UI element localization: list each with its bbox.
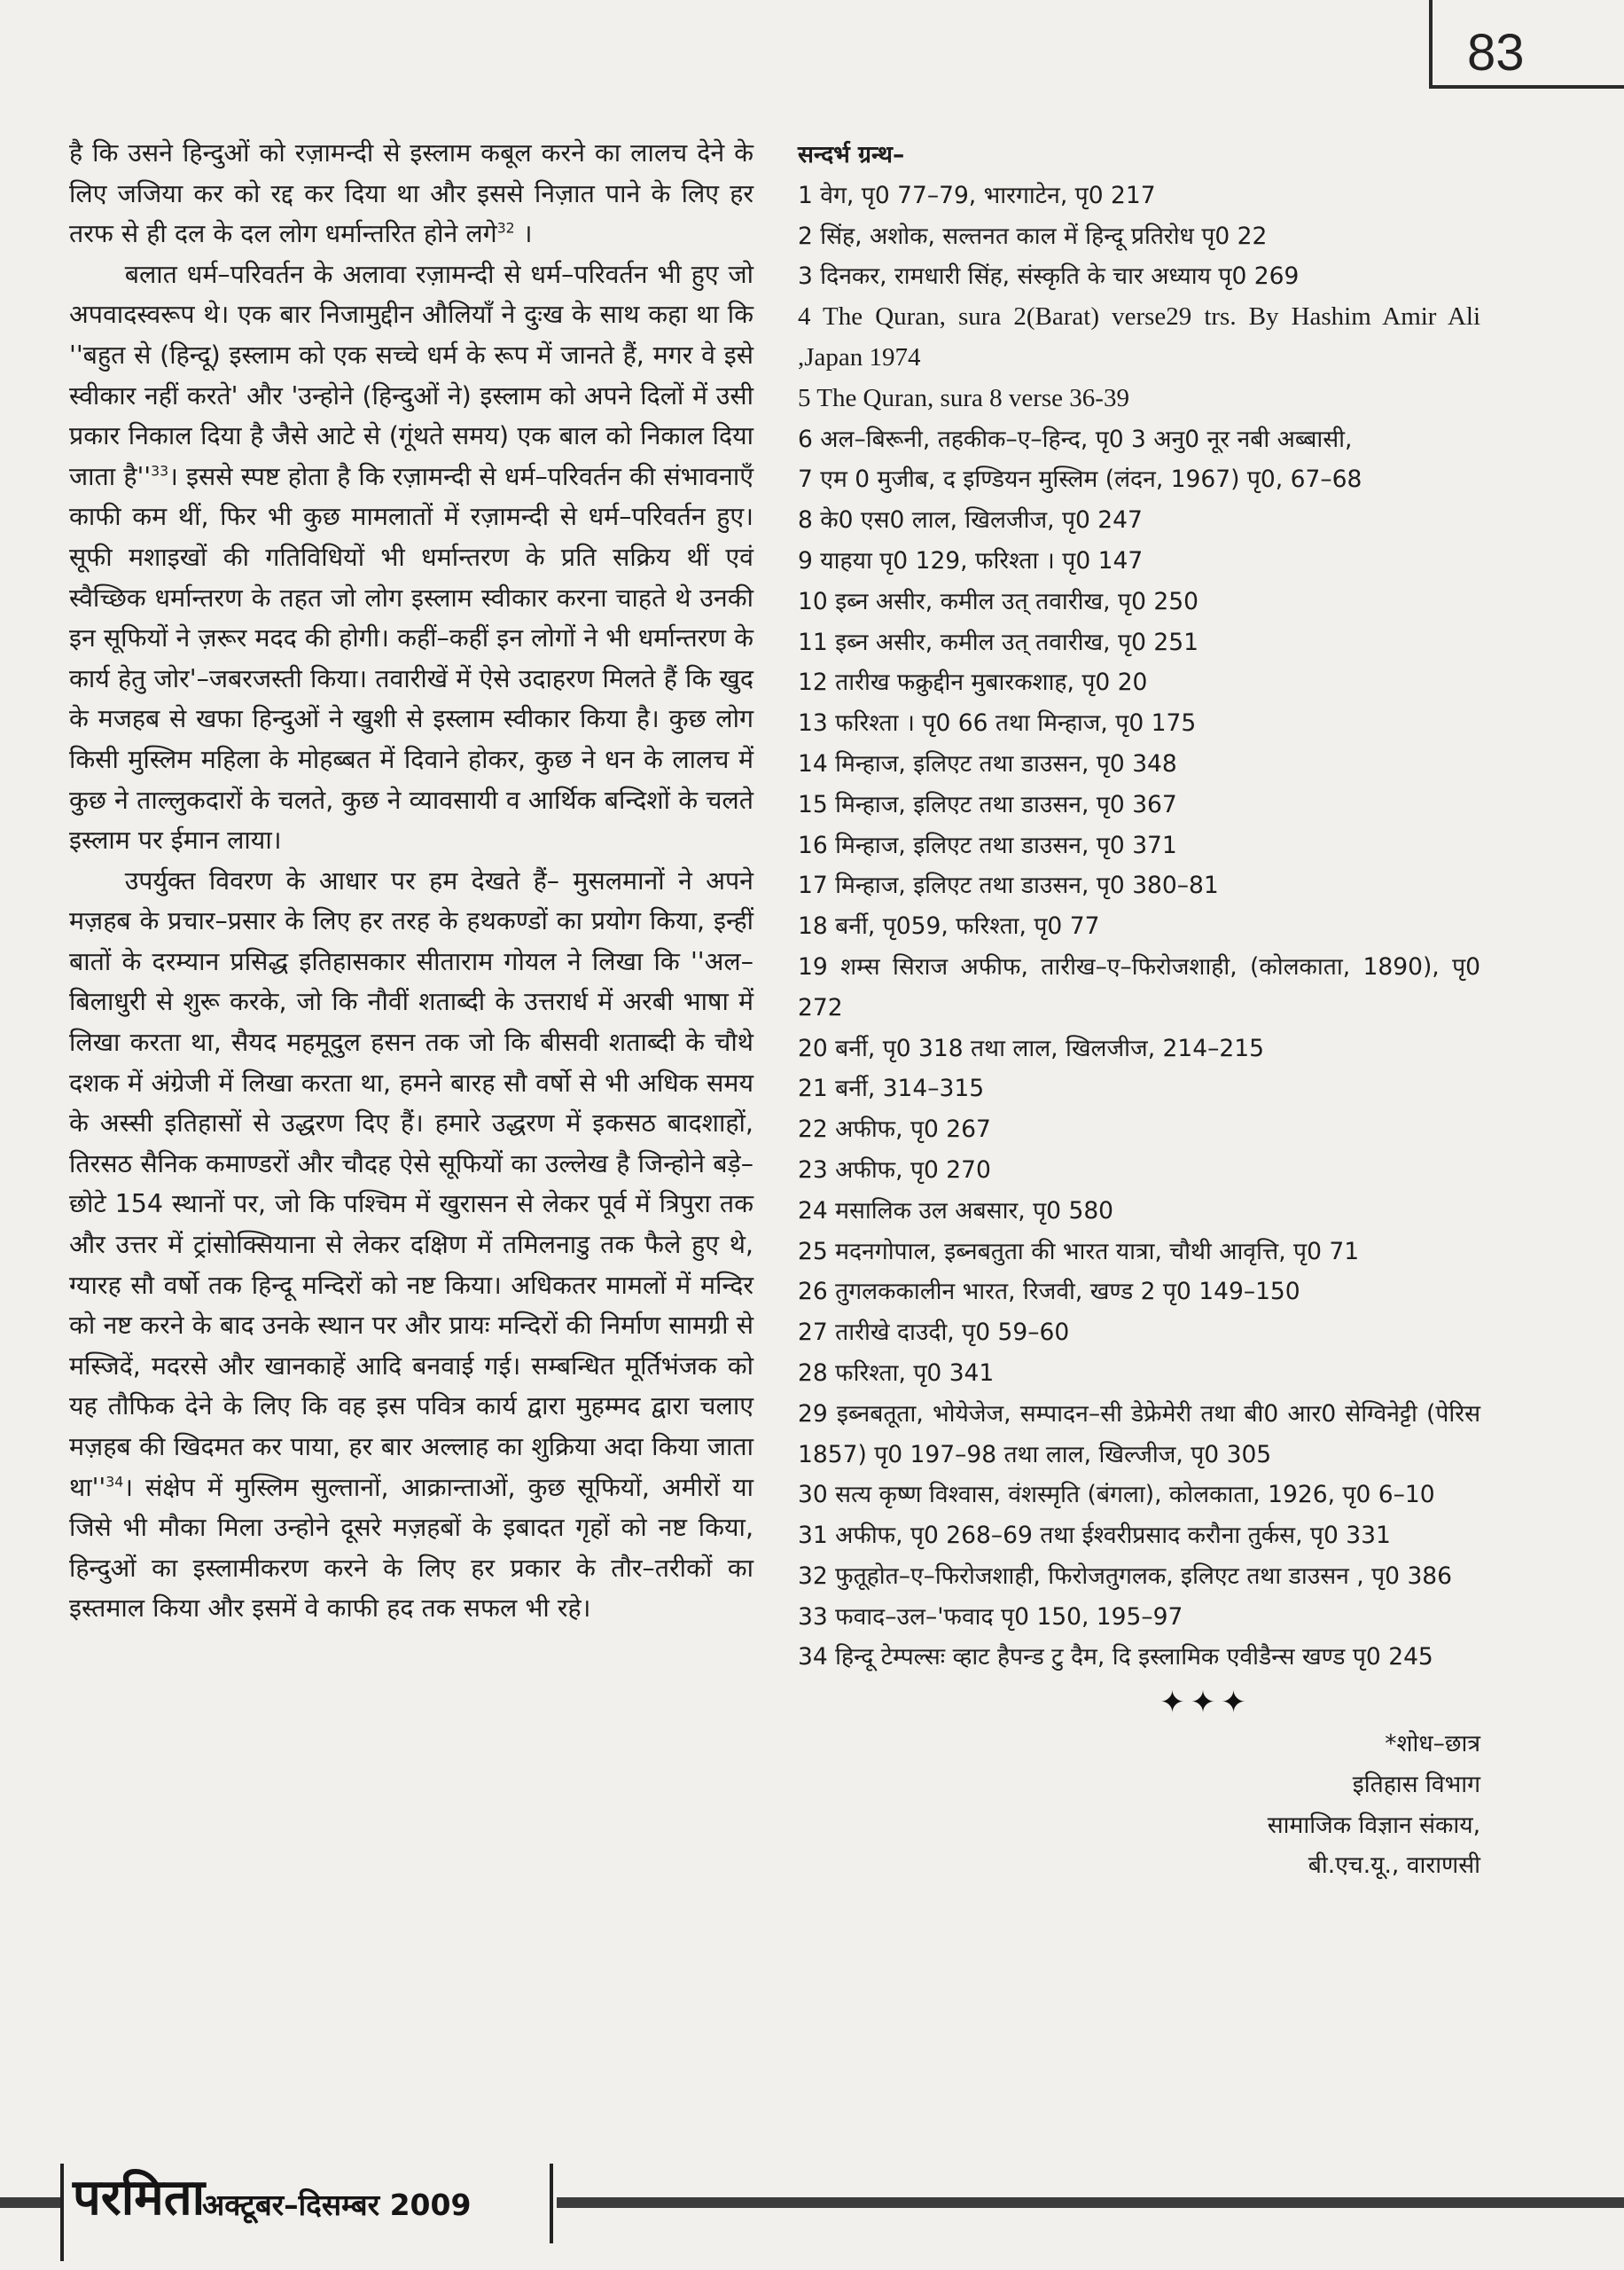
reference-item: 3 दिनकर, रामधारी सिंह, संस्कृति के चार अध्याय पृ0 269 — [798, 262, 1300, 291]
reference-item: 21 बर्नी, 314–315 — [798, 1075, 985, 1103]
footnote-mark: 33 — [151, 462, 169, 480]
footer-right-bar — [550, 2164, 553, 2243]
reference-item: 2 सिंह, अशोक, सल्तनत काल में हिन्दू प्रतिरोध पृ0 22 — [798, 222, 1268, 250]
reference-item: 25 मदनगोपाल, इब्नबतुता की भारत यात्रा, चौथी आवृत्ति, पृ0 71 — [798, 1237, 1360, 1265]
reference-item: 8 के0 एस0 लाल, खिलजीज, पृ0 247 — [798, 506, 1143, 535]
reference-item: 12 तारीख फक्रुद्दीन मुबारकशाह, पृ0 20 — [798, 669, 1148, 697]
reference-item: 15 मिन्हाज, इलिएट तथा डाउसन, पृ0 367 — [798, 790, 1177, 818]
author-faculty: सामाजिक विज्ञान संकाय, — [1267, 1811, 1480, 1839]
reference-item: 28 फरिश्ता, पृ0 341 — [798, 1358, 995, 1387]
reference-item: 20 बर्नी, पृ0 318 तथा लाल, खिलजीज, 214–215 — [798, 1034, 1264, 1062]
reference-item: 11 इब्न असीर, कमील उत् तवारीख, पृ0 251 — [798, 628, 1198, 656]
footnote-mark: 34 — [105, 1473, 124, 1491]
reference-item: 34 हिन्दू टेम्पल्सः व्हाट हैपन्ड टु दैम, दि इस्लामिक एवीडैन्स खण्ड पृ0 245 — [798, 1643, 1433, 1671]
journal-name: परमिता — [73, 2169, 206, 2227]
reference-item: 4 The Quran, sura 2(Barat) verse29 trs. By Hashim Amir Ali ,Japan 1974 — [798, 302, 1480, 372]
reference-item: 16 मिन्हाज, इलिएट तथा डाउसन, पृ0 371 — [798, 831, 1177, 859]
reference-item: 33 फवाद–उल–'फवाद पृ0 150, 195–97 — [798, 1602, 1183, 1631]
reference-item: 10 इब्न असीर, कमील उत् तवारीख, पृ0 250 — [798, 587, 1198, 615]
reference-item: 17 मिन्हाज, इलिएट तथा डाउसन, पृ0 380–81 — [798, 872, 1219, 900]
reference-item: 29 इब्नबतूता, भोयेजेज, सम्पादन–सी डेफ्रेमेरी तथा बी0 आर0 सेग्विनेट्टी (पेरिस 1857) पृ0 197–98 तथा लाल, खिल्जीज, पृ0 305 — [798, 1399, 1480, 1468]
references-column — [798, 135, 1480, 1886]
reference-item: 31 अफीफ, पृ0 268–69 तथा ईश्वरीप्रसाद करौना तुर्कस, पृ0 331 — [798, 1522, 1391, 1550]
reference-item: 6 अल–बिरूनी, तहकीक–ए–हिन्द, पृ0 3 अनु0 नूर नबी अब्बासी, — [798, 425, 1353, 453]
paragraph-2: बलात धर्म–परिवर्तन के अलावा रज़ामन्दी से धर्म–परिवर्तन भी हुए जो अपवादस्वरूप थे। एक बार निजामुद्दीन औलियाँ ने दुःख के साथ कहा था कि ''बहुत से (हिन्दू) इस्लाम को एक सच्चे धर्म के रूप में जानते हैं, मगर वे इसे स्वीकार नहीं करते' और 'उन्होने (हिन्दुओं ने) इस्लाम को अपने दिलों में उसी प्रकार निकाल दिया है जैसे आटे से (गूंथते समय) एक बाल को निकाल दिया जाता $है''^{33}।$ इससे स्पष्ट होता है कि रज़ामन्दी से धर्म–परिवर्तन की संभावनाएँ काफी कम थीं, फिर भी कुछ मामलातों में रज़ामन्दी से धर्म–परिवर्तन हुए। सूफी मशाइखों की गतिविधियों भी धर्मान्तरण के प्रति सक्रिय थीं एवं स्वैच्छिक धर्मान्तरण के तहत जो लोग इस्लाम स्वीकार करना चाहते थे उनकी इन सूफियों ने ज़रूर मदद की होगी। कहीं–कहीं इन लोगों ने भी धर्मान्तरण के कार्य हेतु जोर'–जबरजस्ती किया। तवारीखें में ऐसे उदाहरण मिलते हैं कि खुद के मजहब से खफा हिन्दुओं ने खुशी से इस्लाम स्वीकार किया है। कुछ लोग किसी मुस्लिम महिला के मोहब्बत में दिवाने होकर, कुछ ने धन के लालच में कुछ ने ताल्लुकदारों के चलते, कुछ ने व्यावसायी व आर्थिक बन्दिशों के चलते इस्लाम पर ईमान लाया। — [69, 259, 753, 856]
page-number-underline — [1429, 85, 1624, 89]
page-number: 83 — [1467, 24, 1525, 82]
reference-item: 13 फरिश्ता । पृ0 66 तथा मिन्हाज, पृ0 175 — [798, 709, 1197, 738]
reference-item: 5 The Quran, sura 8 verse 36-39 — [798, 383, 1129, 412]
references-list — [798, 176, 1480, 1678]
journal-issue: अक्टूबर–दिसम्बर 2009 — [202, 2188, 472, 2222]
reference-item: 1 वेग, पृ0 77–79, भारगाटेन, पृ0 217 — [798, 181, 1156, 209]
article-body-column — [69, 133, 753, 1629]
paragraph-3: उपर्युक्त विवरण के आधार पर हम देखते हैं– मुसलमानों ने अपने मज़हब के प्रचार–प्रसार के लिए हर तरह के हथकण्डों का प्रयोग किया, इन्हीं बातों के दरम्यान प्रसिद्ध इतिहासकार सीताराम गोयल ने लिखा कि ''अल–बिलाधुरी से शुरू करके, जो कि नौवीं शताब्दी के उत्तरार्ध में अरबी भाषा में लिखा करता था, सैयद महमूदुल हसन तक जो कि बीसवी शताब्दी के चौथे दशक में अंग्रेजी में लिखा करता था, हमने बारह सौ वर्षो से भी अधिक समय के अस्सी इतिहासों से उद्धरण दिए हैं। हमारे उद्धरण में इकसठ बादशाहों, तिरसठ सैनिक कमाण्डरों और चौदह ऐसे सूफियों का उल्लेख है जिन्होने बड़े–छोटे 154 स्थानों पर, जो कि पश्चिम में खुरासन से लेकर पूर्व में त्रिपुरा तक और उत्तर में ट्रांसोक्सियाना से लेकर दक्षिण में तमिलनाडु तक फैले हुए थे, ग्यारह सौ वर्षो तक हिन्दू मन्दिरों को नष्ट किया। अधिकतर मामलों में मन्दिर को नष्ट करने के बाद उनके स्थान पर और प्रायः मन्दिरों की निर्माण सामग्री से मस्जिदें, मदरसे और खानकाहें आदि बनवाई गई। सम्बन्धित मूर्तिभंजक को यह तौफिक देने के लिए कि वह इस पवित्र कार्य द्वारा मुहम्मद द्वारा चलाए मज़हब की खिदमत कर पाया, हर बार अल्लाह का शुक्रिया अदा किया जाता $था''^{34}।$ संक्षेप में मुस्लिम सुल्तानों, आक्रान्ताओं, कुछ सूफियों, अमीरों या जिसे भी मौका मिला उन्होने दूसरे मज़हबों के इबादत गृहों को नष्ट किया, हिन्दुओं का इस्लामीकरण करने के लिए हर प्रकार के तौर–तरीकों का इस्तमाल किया और इसमें वे काफी हद तक सफल भी रहे। — [69, 865, 753, 1624]
reference-item: 27 तारीखे दाउदी, पृ0 59–60 — [798, 1319, 1070, 1347]
reference-item: 9 याहया पृ0 129, फरिश्ता । पृ0 147 — [798, 546, 1144, 575]
footnote-mark: 32 — [496, 219, 515, 237]
page-number-divider — [1429, 0, 1433, 85]
paragraph-1: है कि उसने हिन्दुओं को रज़ामन्दी से इस्लाम कबूल करने का लालच देने के लिए जजिया कर को रद्द कर दिया था और इससे निज़ात पाने के लिए हर तरफ से ही दल के दल लोग धर्मान्तरित होने लगे$^{32}$ । — [69, 138, 753, 249]
author-institution: बी.एच.यू., वाराणसी — [1308, 1851, 1480, 1880]
author-role: *शोध–छात्र — [1385, 1730, 1480, 1758]
reference-item: 32 फुतूहोत–ए–फिरोजशाही, फिरोजतुगलक, इलिएट तथा डाउसन , पृ0 386 — [798, 1562, 1453, 1590]
reference-item: 7 एम 0 मुजीब, द इण्डियन मुस्लिम (लंदन, 1967) पृ0, 67–68 — [798, 466, 1362, 494]
reference-item: 23 अफीफ, पृ0 270 — [798, 1155, 991, 1184]
reference-item: 24 मसालिक उल अबसार, पृ0 580 — [798, 1196, 1114, 1225]
reference-item: 26 तुगलककालीन भारत, रिजवी, खण्ड 2 पृ0 149–150 — [798, 1278, 1300, 1306]
author-department: इतिहास विभाग — [1352, 1770, 1480, 1798]
footer-left-bar — [60, 2164, 64, 2261]
references-heading: सन्दर्भ ग्रन्थ– — [798, 141, 905, 168]
author-affiliation — [798, 1724, 1480, 1886]
reference-item: 14 मिन्हाज, इलिएट तथा डाउसन, पृ0 348 — [798, 749, 1177, 778]
reference-item: 22 अफीफ, पृ0 267 — [798, 1115, 991, 1144]
reference-item: 30 सत्य कृष्ण विश्वास, वंशस्मृति (बंगला), कोलकाता, 1926, पृ0 6–10 — [798, 1481, 1435, 1509]
reference-item: 18 बर्नी, पृ059, फरिश्ता, पृ0 77 — [798, 912, 1100, 941]
reference-item: 19 शम्स सिराज अफीफ, तारीख–ए–फिरोजशाही, (कोलकाता, 1890), पृ0 272 — [798, 952, 1480, 1022]
section-separator-icon: ✦✦✦ — [1159, 1685, 1252, 1721]
